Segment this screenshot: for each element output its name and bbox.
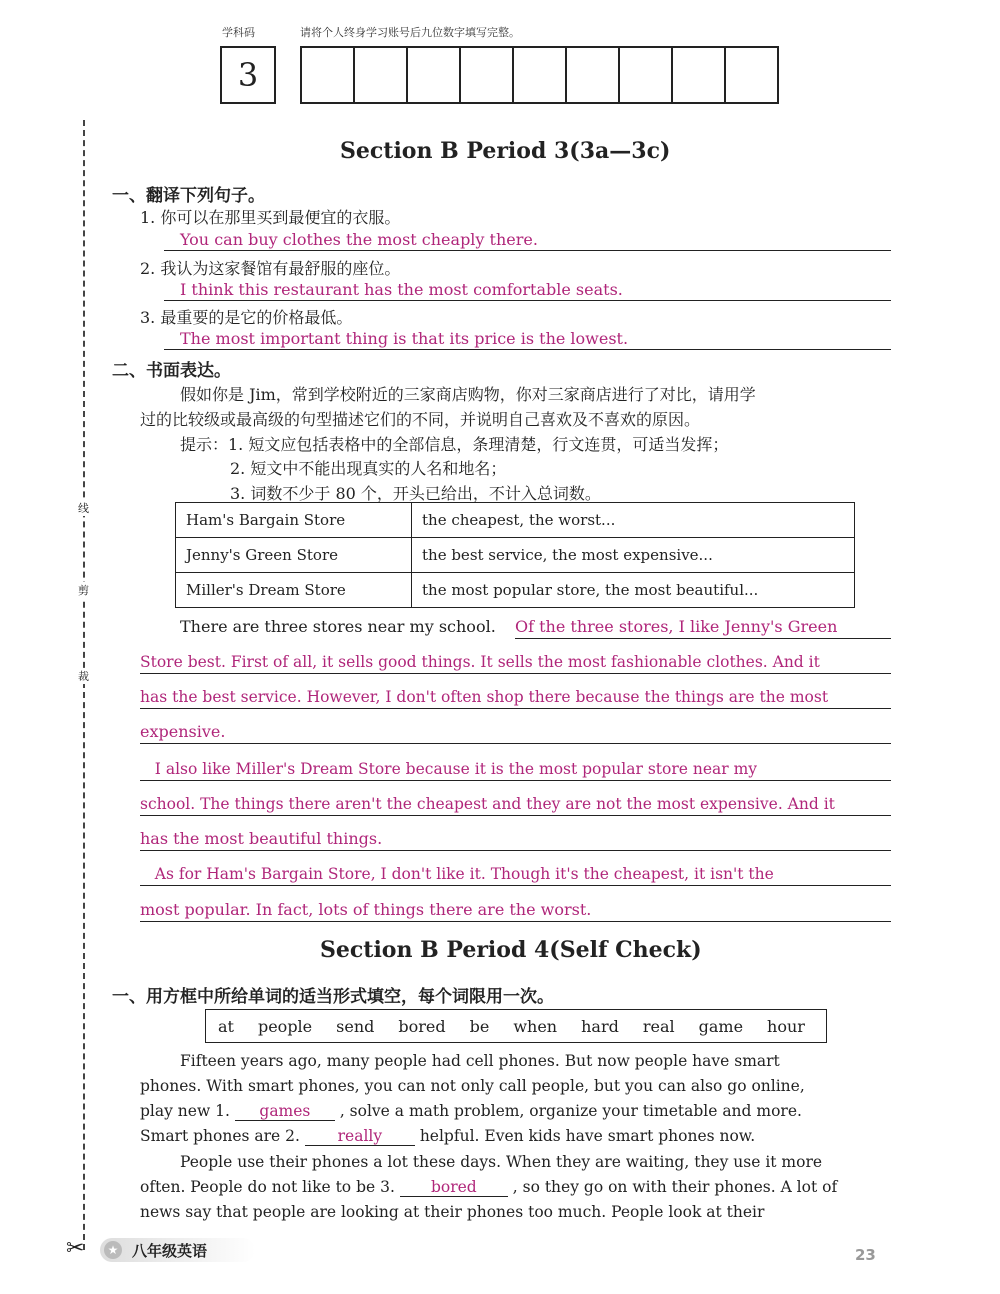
word: real bbox=[642, 1016, 675, 1036]
table-row bbox=[176, 573, 855, 608]
essay-line[interactable] bbox=[140, 759, 891, 781]
digit-box[interactable] bbox=[567, 48, 620, 102]
digit-box[interactable] bbox=[408, 48, 461, 102]
word: at bbox=[218, 1016, 234, 1036]
essay-line[interactable] bbox=[515, 617, 891, 639]
passage-line bbox=[140, 1127, 755, 1146]
answer-text: I think this restaurant has the most comfortable seats. bbox=[180, 280, 623, 299]
word: hard bbox=[581, 1016, 619, 1036]
essay-text: has the best service. However, I don't often shop there because the things are the most bbox=[140, 688, 829, 706]
passage-text: , so they go on with their phones. A lot of bbox=[512, 1178, 838, 1196]
table-row bbox=[176, 503, 855, 538]
essay-line[interactable] bbox=[140, 794, 891, 816]
essay-text: has the most beautiful things. bbox=[140, 829, 383, 848]
digit-box[interactable] bbox=[620, 48, 673, 102]
passage-line bbox=[140, 1102, 802, 1121]
digit-box[interactable] bbox=[302, 48, 355, 102]
store-desc: the cheapest, the worst... bbox=[412, 503, 855, 538]
prompt-line: 假如你是 Jim，常到学校附近的三家商店购物，你对三家商店进行了对比，请用学 bbox=[180, 385, 756, 404]
essay-line[interactable] bbox=[140, 829, 891, 851]
digit-box[interactable] bbox=[726, 48, 777, 102]
word: hour bbox=[767, 1016, 805, 1036]
word: game bbox=[698, 1016, 744, 1036]
question: 1. 你可以在那里买到最便宜的衣服。 bbox=[140, 208, 401, 227]
passage-text: helpful. Even kids have smart phones now. bbox=[419, 1127, 756, 1145]
page-number: 23 bbox=[855, 1246, 876, 1264]
essay-text: I also like Miller's Dream Store because it is the most popular store near my bbox=[140, 760, 758, 778]
table-row bbox=[176, 538, 855, 573]
word: people bbox=[257, 1016, 313, 1036]
passage-text: Smart phones are 2. bbox=[140, 1127, 300, 1145]
answer-text: You can buy clothes the most cheaply there. bbox=[180, 230, 538, 249]
cut-line bbox=[83, 120, 85, 1250]
passage-line: Fifteen years ago, many people had cell phones. But now people have smart bbox=[180, 1052, 780, 1070]
passage-line: news say that people are looking at their phones too much. People look at their bbox=[140, 1203, 765, 1221]
part-heading: 二、书面表达。 bbox=[112, 361, 231, 381]
passage-line: phones. With smart phones, you can not only call people, but you can also go online, bbox=[140, 1077, 805, 1095]
essay-text: most popular. In fact, lots of things there are the worst. bbox=[140, 900, 592, 919]
store-name: Miller's Dream Store bbox=[176, 573, 412, 608]
answer-line[interactable] bbox=[164, 329, 891, 350]
tip-line: 提示：1. 短文应包括表格中的全部信息，条理清楚，行文连贯，可适当发挥； bbox=[180, 435, 729, 454]
digit-box[interactable] bbox=[461, 48, 514, 102]
essay-text: Of the three stores, I like Jenny's Green bbox=[515, 617, 838, 636]
question: 2. 我认为这家餐馆有最舒服的座位。 bbox=[140, 259, 401, 278]
footer-label: 八年级英语 bbox=[132, 1242, 208, 1260]
answer-line[interactable] bbox=[164, 280, 891, 301]
essay-text: expensive. bbox=[140, 722, 226, 741]
essay-text: school. The things there aren't the cheapest and they are not the most expensive. And it bbox=[140, 795, 835, 813]
tip-line: 3. 词数不少于 80 个，开头已给出，不计入总词数。 bbox=[230, 484, 601, 503]
subject-code-box: 3 bbox=[220, 46, 276, 104]
prompt-line: 过的比较级或最高级的句型描述它们的不同，并说明自己喜欢及不喜欢的原因。 bbox=[140, 410, 701, 429]
store-name: Ham's Bargain Store bbox=[176, 503, 412, 538]
word: bored bbox=[398, 1016, 446, 1036]
store-table bbox=[175, 502, 855, 608]
blank-2[interactable]: really bbox=[305, 1127, 415, 1146]
passage-text: often. People do not like to be 3. bbox=[140, 1178, 395, 1196]
essay-text: As for Ham's Bargain Store, I don't like it. Though it's the cheapest, it isn't the bbox=[140, 865, 774, 883]
passage-text: play new 1. bbox=[140, 1102, 230, 1120]
answer-text: The most important thing is that its price is the lowest. bbox=[180, 329, 629, 348]
side-char: 裁 bbox=[78, 670, 89, 683]
digit-box[interactable] bbox=[514, 48, 567, 102]
subject-code-label: 学科码 bbox=[222, 26, 255, 39]
essay-line[interactable] bbox=[140, 900, 891, 922]
essay-text: Store best. First of all, it sells good things. It sells the most fashionable clothes. And it bbox=[140, 653, 820, 671]
question: 3. 最重要的是它的价格最低。 bbox=[140, 308, 353, 327]
tip-line: 2. 短文中不能出现真实的人名和地名； bbox=[230, 459, 507, 478]
answer-line[interactable] bbox=[164, 230, 891, 251]
star-icon: ★ bbox=[104, 1241, 122, 1259]
part-heading: 一、翻译下列句子。 bbox=[112, 186, 265, 206]
blank-3[interactable]: bored bbox=[400, 1178, 508, 1197]
scissors-icon: ✂ bbox=[66, 1236, 85, 1261]
digit-box[interactable] bbox=[355, 48, 408, 102]
store-desc: the best service, the most expensive... bbox=[412, 538, 855, 573]
part-heading: 一、用方框中所给单词的适当形式填空，每个词限用一次。 bbox=[112, 987, 554, 1007]
store-name: Jenny's Green Store bbox=[176, 538, 412, 573]
word: when bbox=[513, 1016, 558, 1036]
essay-start: There are three stores near my school. bbox=[180, 617, 496, 636]
word: be bbox=[469, 1016, 490, 1036]
passage-line: People use their phones a lot these days. When they are waiting, they use it more bbox=[180, 1153, 823, 1171]
digit-box[interactable] bbox=[673, 48, 726, 102]
essay-line[interactable] bbox=[140, 652, 891, 674]
section-title: Section B Period 4(Self Check) bbox=[320, 937, 702, 963]
store-desc: the most popular store, the most beautiful... bbox=[412, 573, 855, 608]
side-char: 剪 bbox=[78, 584, 89, 597]
word: send bbox=[336, 1016, 375, 1036]
essay-line[interactable] bbox=[140, 864, 891, 886]
passage-line bbox=[140, 1178, 837, 1197]
side-char: 线 bbox=[78, 502, 89, 515]
blank-1[interactable]: games bbox=[235, 1102, 335, 1121]
essay-line[interactable] bbox=[140, 722, 891, 744]
word-box bbox=[205, 1009, 827, 1043]
account-instruction: 请将个人终身学习账号后九位数字填写完整。 bbox=[300, 26, 520, 39]
account-digit-boxes[interactable] bbox=[300, 46, 779, 104]
passage-text: , solve a math problem, organize your timetable and more. bbox=[339, 1102, 802, 1120]
section-title: Section B Period 3(3a—3c) bbox=[340, 138, 671, 164]
essay-line[interactable] bbox=[140, 687, 891, 709]
